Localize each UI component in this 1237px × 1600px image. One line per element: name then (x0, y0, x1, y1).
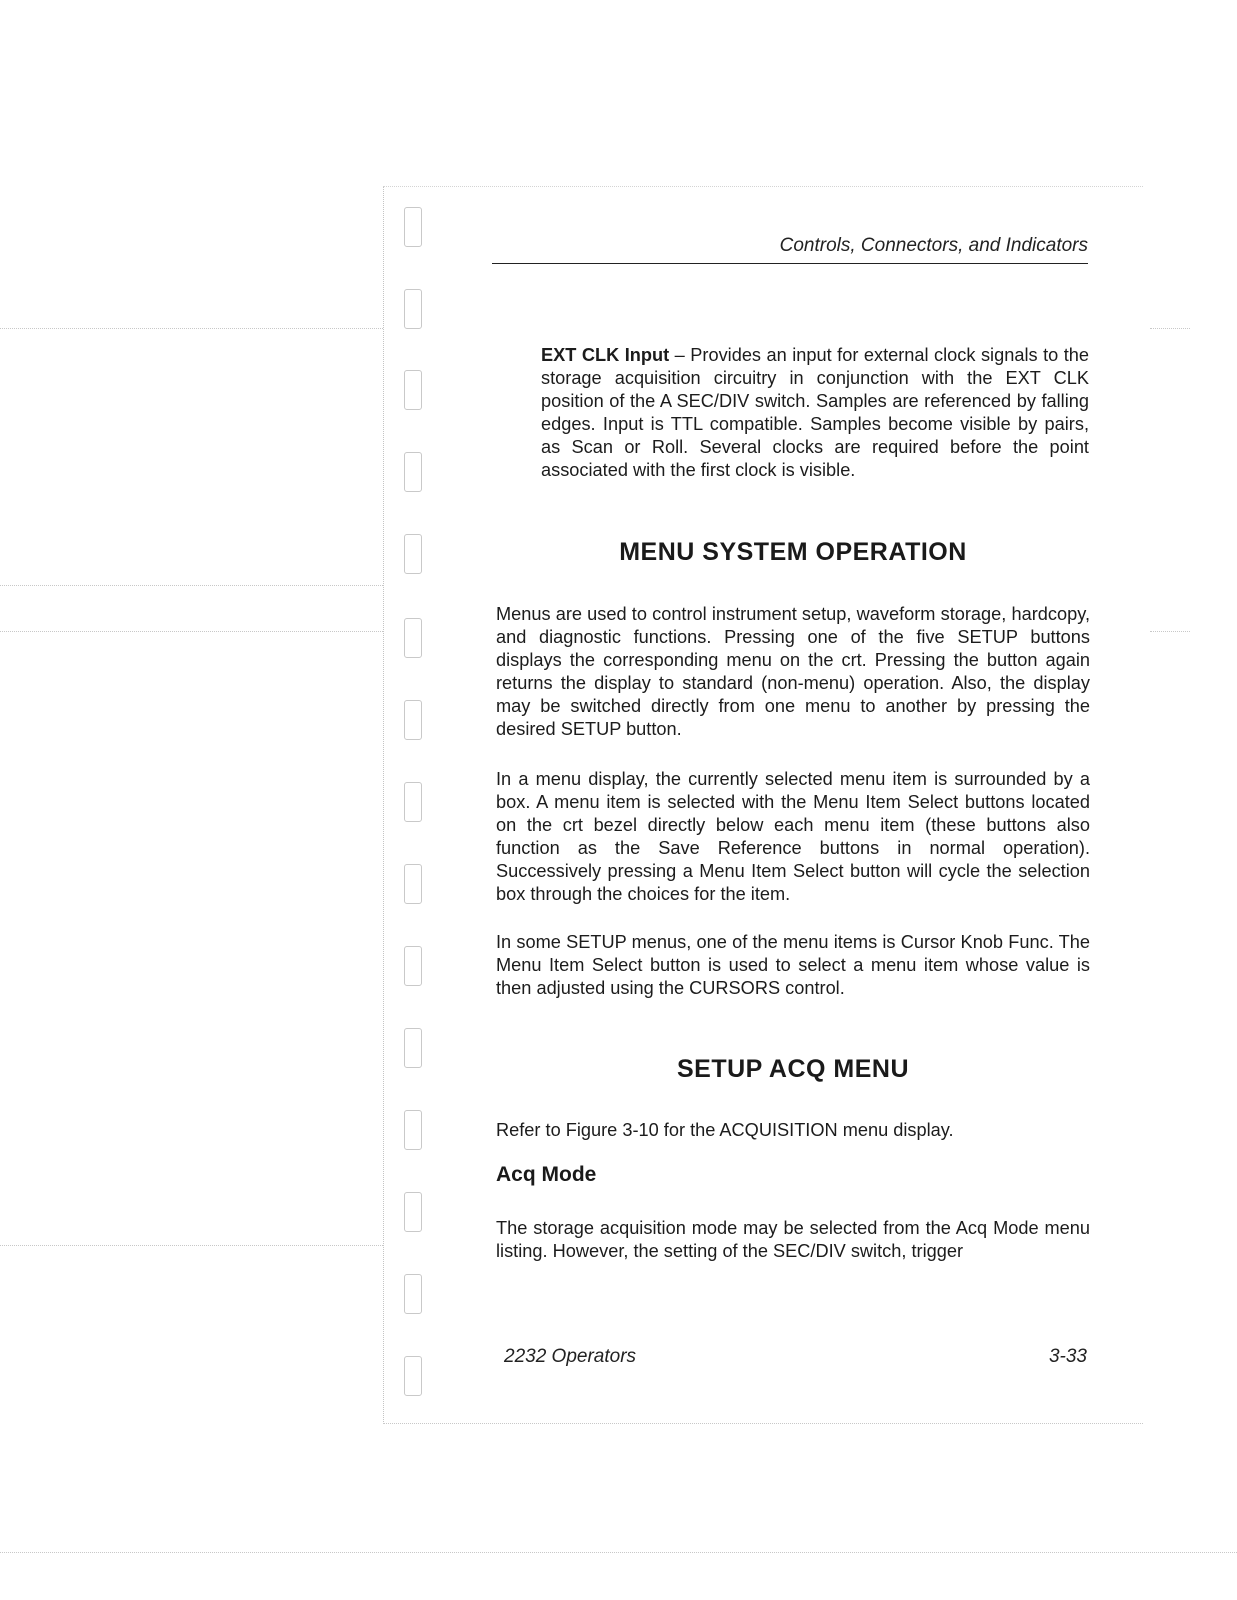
ext-clk-paragraph (541, 344, 1089, 482)
scan-artifact-line (0, 631, 383, 632)
binder-hole (404, 864, 422, 904)
scan-artifact-line (1150, 328, 1190, 329)
scan-artifact-line (1150, 631, 1190, 632)
binder-hole (404, 289, 422, 329)
binder-hole (404, 370, 422, 410)
scan-artifact-line (0, 585, 383, 586)
scan-artifact-line (0, 328, 383, 329)
running-header-title: Controls, Connectors, and Indicators (779, 235, 1088, 256)
binder-hole (404, 1028, 422, 1068)
binder-hole (404, 452, 422, 492)
menu-system-paragraph-2: In a menu display, the currently selected menu item is surrounded by a box. A menu item is selected with the Menu Item Select buttons located on the crt bezel directly below each menu item (these buttons also function as the Save Reference buttons in normal operation). Successively pressing a Menu Item Select button will cycle the selection box through the choices for the item. (496, 769, 1090, 904)
setup-acq-intro: Refer to Figure 3-10 for the ACQUISITION menu display. (496, 1120, 954, 1140)
acq-mode-paragraph: The storage acquisition mode may be selected from the Acq Mode menu listing. However, the setting of the SEC/DIV switch, trigger (496, 1218, 1090, 1261)
ext-clk-text: Provides an input for external clock signals to the storage acquisition circuitry in conjunction with the EXT CLK position of the A SEC/DIV switch. Samples are referenced by falling edges. Input is TTL compatible. Samples become visible by pairs, as Scan or Roll. Several clocks are required before the point associated with the first clock is visible. (541, 345, 1089, 480)
scan-artifact-line (0, 1245, 383, 1246)
binder-hole (404, 700, 422, 740)
footer-manual-title: 2232 Operators (504, 1346, 637, 1367)
acq-mode-subheading: Acq Mode (496, 1163, 597, 1186)
ext-clk-separator: – (669, 345, 691, 365)
menu-system-paragraph-3: In some SETUP menus, one of the menu items is Cursor Knob Func. The Menu Item Select button is used to select a menu item whose value is then adjusted using the CURSORS control. (496, 932, 1090, 998)
binder-hole (404, 946, 422, 986)
running-header (492, 232, 1088, 264)
binder-hole (404, 1110, 422, 1150)
ext-clk-label: EXT CLK Input (541, 345, 670, 365)
binder-hole (404, 1274, 422, 1314)
setup-acq-heading: SETUP ACQ MENU (676, 1055, 910, 1083)
binder-hole (404, 618, 422, 658)
binder-hole (404, 207, 422, 247)
menu-system-heading: MENU SYSTEM OPERATION (619, 538, 967, 566)
menu-system-paragraph-1: Menus are used to control instrument setup, waveform storage, hardcopy, and diagnostic functions. Pressing one of the five SETUP buttons displays the corresponding menu on the crt. Pressing the button again returns the display to standard (non-menu) operation. Also, the display may be switched directly from one menu to another by pressing the desired SETUP button. (496, 604, 1090, 739)
scan-artifact-line (0, 1552, 1237, 1553)
binder-hole (404, 1192, 422, 1232)
binder-hole (404, 782, 422, 822)
binder-hole (404, 534, 422, 574)
footer-page-number: 3-33 (1048, 1346, 1087, 1367)
binder-hole (404, 1356, 422, 1396)
